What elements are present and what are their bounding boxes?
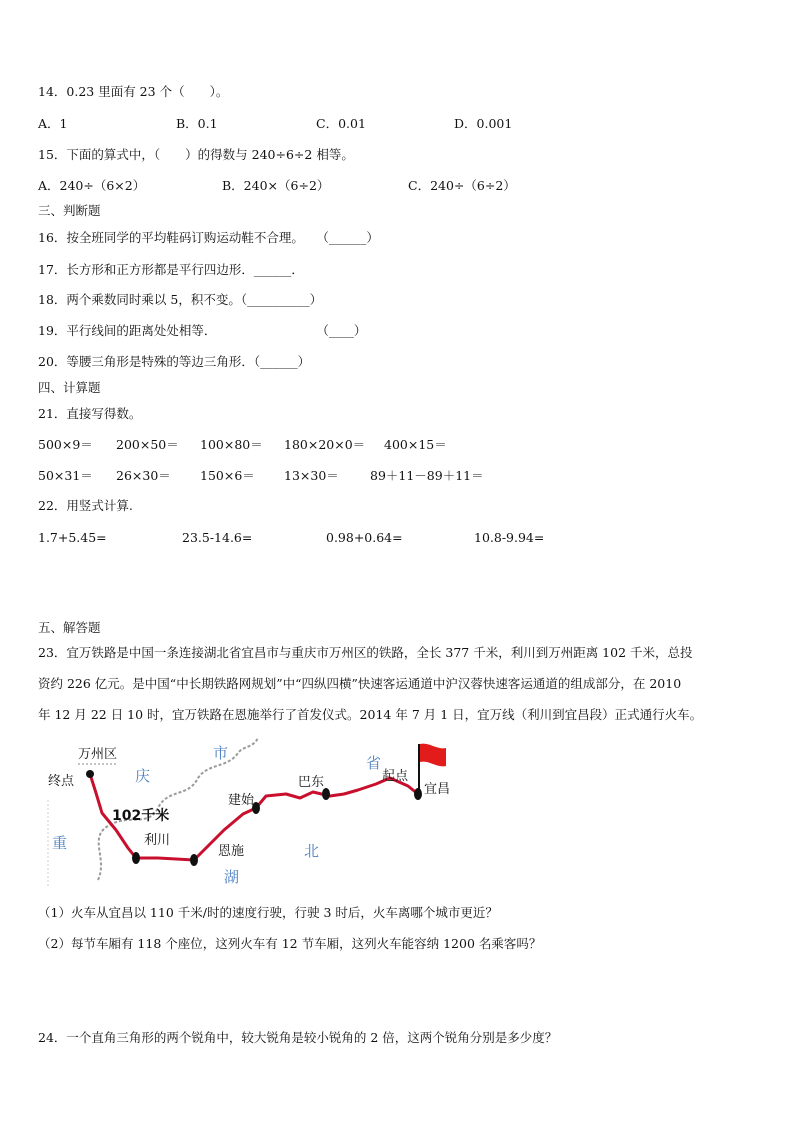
- q21-item: 89＋11－89＋11＝: [370, 468, 484, 483]
- label-hu: 湖: [224, 868, 240, 886]
- section-heading-judgement: 三、判断题: [38, 203, 101, 218]
- label-qidian: 起点: [382, 769, 409, 784]
- label-shi: 市: [213, 744, 229, 762]
- q18: 18．两个乘数同时乘以 5，积不变。（__________）: [38, 292, 323, 307]
- q21-item: 100×80＝: [200, 437, 263, 452]
- q21-item: 500×9＝: [38, 437, 93, 452]
- q21-item: 13×30＝: [284, 468, 339, 483]
- q15-option-a: A．240÷（6×2）: [38, 178, 146, 193]
- label-badong: 巴东: [298, 775, 325, 790]
- label-chong: 重: [52, 834, 68, 852]
- q23-line-2: 资约 226 亿元。是中国“中长期铁路网规划”中“四纵四横”快速客运通道中沪汉蓉快速客运通道的组成部分，在 2010: [38, 676, 682, 691]
- q23-line-3: 年 12 月 22 日 10 时，宜万铁路在恩施举行了首发仪式。2014 年 7 月 1 日，宜万线（利川到宜昌段）正式通行火车。: [38, 707, 703, 722]
- label-zhongdian: 终点: [48, 774, 75, 789]
- q14-option-c: C．0.01: [316, 116, 366, 131]
- railway-map: [38, 738, 458, 888]
- station-wanzhou: [86, 770, 94, 778]
- label-distance: 102千米: [112, 808, 170, 824]
- q21-item: 400×15＝: [384, 437, 447, 452]
- q15-option-c: C．240÷（6÷2）: [408, 178, 516, 193]
- q23-sub-1: （1）火车从宜昌以 110 千米/时的速度行驶，行驶 3 时后，火车离哪个城市更近？: [38, 905, 498, 920]
- section-heading-word-problems: 五、解答题: [38, 620, 101, 635]
- q24: 24．一个直角三角形的两个锐角中，较大锐角是较小锐角的 2 倍，这两个锐角分别是多少度？: [38, 1030, 558, 1045]
- q21-item: 26×30＝: [116, 468, 171, 483]
- q22-item: 23.5-14.6=: [182, 530, 253, 545]
- q17: 17．长方形和正方形都是平行四边形．______．: [38, 262, 304, 277]
- q14-option-d: D．0.001: [454, 116, 513, 131]
- q21-item: 150×6＝: [200, 468, 255, 483]
- q21-item: 200×50＝: [116, 437, 179, 452]
- label-lichuan: 利川: [144, 833, 171, 848]
- q21-item: 180×20×0＝: [284, 437, 366, 452]
- label-qing: 庆: [135, 767, 151, 785]
- label-enshi: 恩施: [218, 844, 245, 859]
- station-enshi: [190, 854, 198, 866]
- q14-stem: 14．0.23 里面有 23 个（ ）。: [38, 84, 229, 99]
- q22-item: 0.98+0.64=: [326, 530, 403, 545]
- q15-stem: 15．下面的算式中，（ ）的得数与 240÷6÷2 相等。: [38, 147, 354, 162]
- section-heading-calculation: 四、计算题: [38, 380, 101, 395]
- q23-sub-2: （2）每节车厢有 118 个座位，这列火车有 12 节车厢，这列火车能容纳 1200 名乘客吗？: [38, 936, 542, 951]
- label-sheng: 省: [366, 754, 382, 772]
- q23-line-1: 23．宜万铁路是中国一条连接湖北省宜昌市与重庆市万州区的铁路，全长 377 千米，利川到万州距离 102 千米，总投: [38, 645, 693, 660]
- q14-option-b: B．0.1: [176, 116, 218, 131]
- q16: 16．按全班同学的平均鞋码订购运动鞋不合理。 （______）: [38, 230, 379, 245]
- q22-stem: 22．用竖式计算.: [38, 498, 133, 513]
- q20: 20．等腰三角形是特殊的等边三角形．（______）: [38, 354, 311, 369]
- q22-item: 1.7+5.45=: [38, 530, 107, 545]
- q14-option-a: A．1: [38, 116, 68, 131]
- q15-option-b: B．240×（6÷2）: [222, 178, 330, 193]
- label-bei: 北: [304, 842, 320, 860]
- q22-item: 10.8-9.94=: [474, 530, 545, 545]
- label-wanzhou: 万州区: [78, 747, 118, 762]
- label-jianshi: 建始: [228, 793, 255, 808]
- q19: 19．平行线间的距离处处相等． （____）: [38, 323, 367, 338]
- q21-stem: 21．直接写得数。: [38, 406, 142, 421]
- q21-item: 50×31＝: [38, 468, 93, 483]
- label-yichang: 宜昌: [424, 782, 451, 797]
- station-lichuan: [132, 852, 140, 864]
